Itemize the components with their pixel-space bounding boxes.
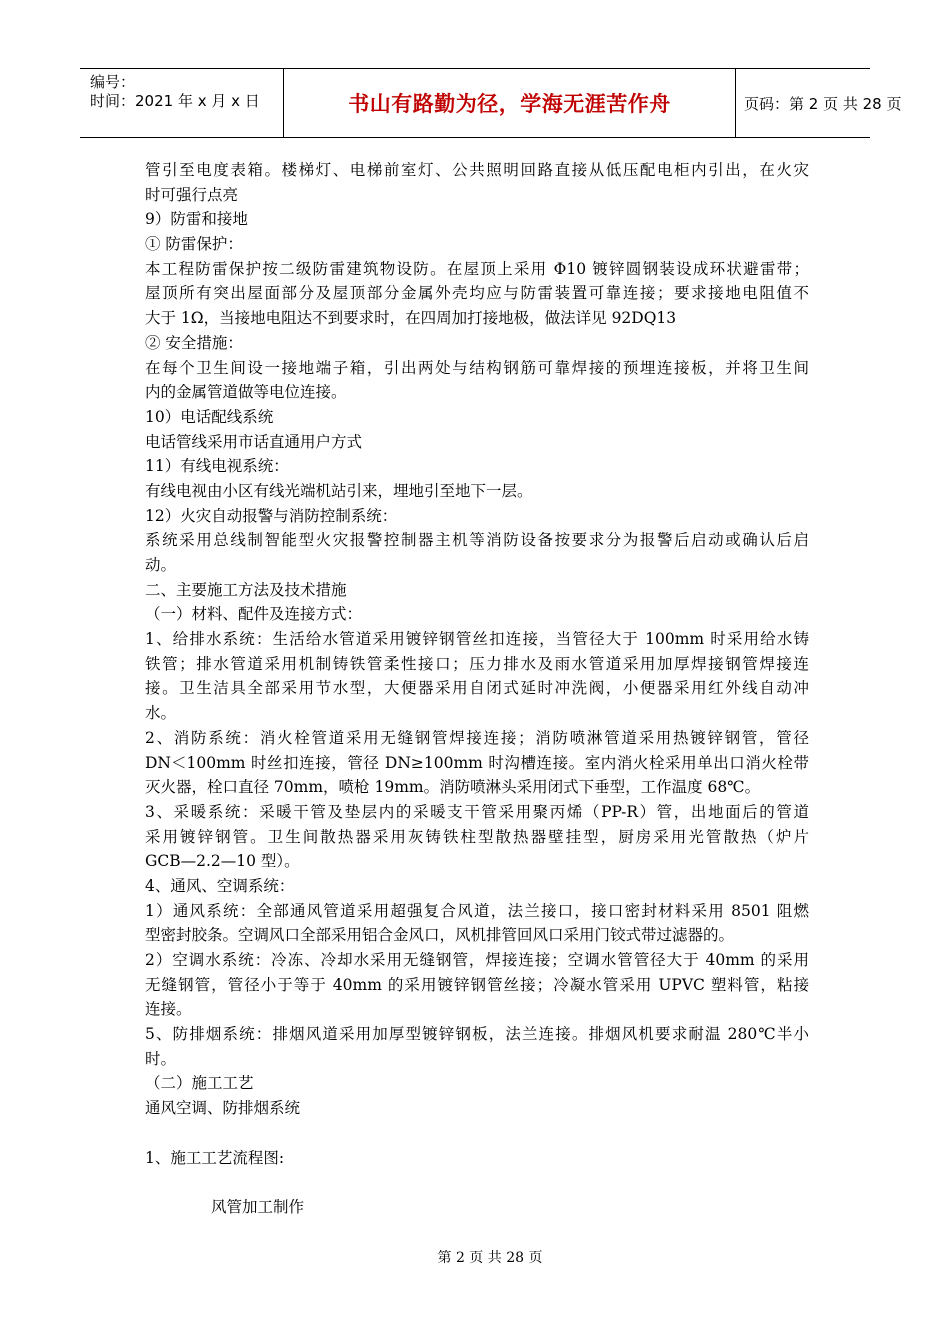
- body-line: 连接。: [145, 1000, 192, 1019]
- body-line: ② 安全措施：: [145, 333, 243, 352]
- header-motto: 书山有路勤为径，学海无涯苦作舟: [348, 92, 671, 116]
- body-line: 1、给排水系统：生活给水管道采用镀锌钢管丝扣连接，当管径大于 100mm 时采用给水铸: [145, 630, 809, 649]
- body-line: DN＜100mm 时丝扣连接，管径 DN≥100mm 时沟槽连接。室内消火栓采用单出口消火栓带: [145, 753, 809, 772]
- body-line: 通风空调、防排烟系统: [145, 1099, 301, 1118]
- document-body: [145, 158, 809, 1220]
- body-line: 10）电话配线系统: [145, 407, 274, 426]
- document-number-label: 编号：: [90, 73, 136, 91]
- body-line: 接。卫生洁具全部采用节水型，大便器采用自闭式延时冲洗阀，小便器采用红外线自动冲: [145, 679, 809, 698]
- body-line: 内的金属管道做等电位连接。: [145, 383, 347, 402]
- header-motto-cell: [283, 69, 736, 137]
- body-line: 电话管线采用市话直通用户方式: [145, 432, 363, 451]
- body-line: 1、施工工艺流程图:: [145, 1148, 285, 1167]
- body-line: GCB—2.2—10 型）。: [145, 852, 300, 871]
- body-line: 时。: [145, 1049, 177, 1068]
- body-line: 铁管；排水管道采用机制铸铁管柔性接口；压力排水及雨水管道采用加厚焊接钢管焊接连: [145, 654, 809, 673]
- body-line: 时可强行点亮: [145, 185, 239, 204]
- page-footer: [0, 1247, 950, 1267]
- body-line: 动。: [145, 556, 177, 574]
- body-line: 二、主要施工方法及技术措施: [145, 580, 347, 599]
- body-line: 型密封胶条。空调风口全部采用铝合金风口，风机排管回风口采用门铰式带过滤器的。: [145, 926, 735, 945]
- blank-line: [145, 1170, 809, 1195]
- header-meta: [80, 69, 283, 137]
- body-line: 本工程防雷保护按二级防雷建筑物设防。在屋顶上采用 Φ10 镀锌圆钢装设成环状避雷带；: [145, 259, 809, 278]
- body-line: ① 防雷保护：: [145, 235, 243, 254]
- header-page-info: 页码：第 2 页 共 28 页: [744, 94, 902, 113]
- footer-page-number: 第 2 页 共 28 页: [437, 1250, 543, 1266]
- body-line: （二）施工工艺: [145, 1074, 254, 1093]
- body-line: （一）材料、配件及连接方式：: [145, 605, 363, 624]
- body-line: 屋顶所有突出屋面部分及屋顶部分金属外壳均应与防雷装置可靠连接；要求接地电阻值不: [145, 284, 809, 303]
- body-line: 灭火器，栓口直径 70mm，喷枪 19mm。消防喷淋头采用闭式下垂型，工作温度 68℃。: [145, 778, 761, 797]
- body-line: 大于 1Ω，当接地电阻达不到要求时，在四周加打接地极，做法详见 92DQ13: [145, 309, 677, 328]
- body-line: 水。: [145, 704, 177, 723]
- body-line: 无缝钢管，管径小于等于 40mm 的采用镀锌钢管丝接；冷凝水管采用 UPVC 塑料管，粘接: [145, 975, 809, 994]
- body-line: 采用镀锌钢管。卫生间散热器采用灰铸铁柱型散热器壁挂型，厨房采用光管散热（炉片: [145, 827, 809, 846]
- body-line: 在每个卫生间设一接地端子箱，引出两处与结构钢筋可靠焊接的预埋连接板，并将卫生间: [145, 358, 809, 377]
- body-line: 2、消防系统：消火栓管道采用无缝钢管焊接连接；消防喷淋管道采用热镀锌钢管，管径: [145, 728, 809, 747]
- body-line: 11）有线电视系统：: [145, 457, 289, 476]
- document-date: 时间：2021 年 x 月 x 日: [90, 92, 260, 110]
- body-line: 9）防雷和接地: [145, 210, 248, 229]
- page-header: [80, 68, 902, 138]
- body-line: 风管加工制作: [211, 1197, 305, 1216]
- body-line: 12）火灾自动报警与消防控制系统：: [145, 506, 398, 525]
- body-line: 4、通风、空调系统：: [145, 876, 295, 895]
- body-line: 5、防排烟系统：排烟风道采用加厚型镀锌钢板，法兰连接。排烟风机要求耐温 280℃半小: [145, 1025, 809, 1044]
- body-line: 有线电视由小区有线光端机站引来，埋地引至地下一层。: [145, 481, 533, 500]
- body-line: 系统采用总线制智能型火灾报警控制器主机等消防设备按要求分为报警后启动或确认后启: [145, 531, 809, 550]
- blank-line: [145, 1121, 809, 1146]
- body-line: 1）通风系统：全部通风管道采用超强复合风道，法兰接口，接口密封材料采用 8501 阻燃: [145, 901, 809, 920]
- body-line: 3、采暖系统：采暖干管及垫层内的采暖支干管采用聚丙烯（PP-R）管，出地面后的管道: [145, 802, 809, 821]
- body-line: 2）空调水系统：冷冻、冷却水采用无缝钢管，焊接连接；空调水管管径大于 40mm 的采用: [145, 951, 809, 969]
- body-line: 管引至电度表箱。楼梯灯、电梯前室灯、公共照明回路直接从低压配电柜内引出，在火灾: [145, 161, 809, 179]
